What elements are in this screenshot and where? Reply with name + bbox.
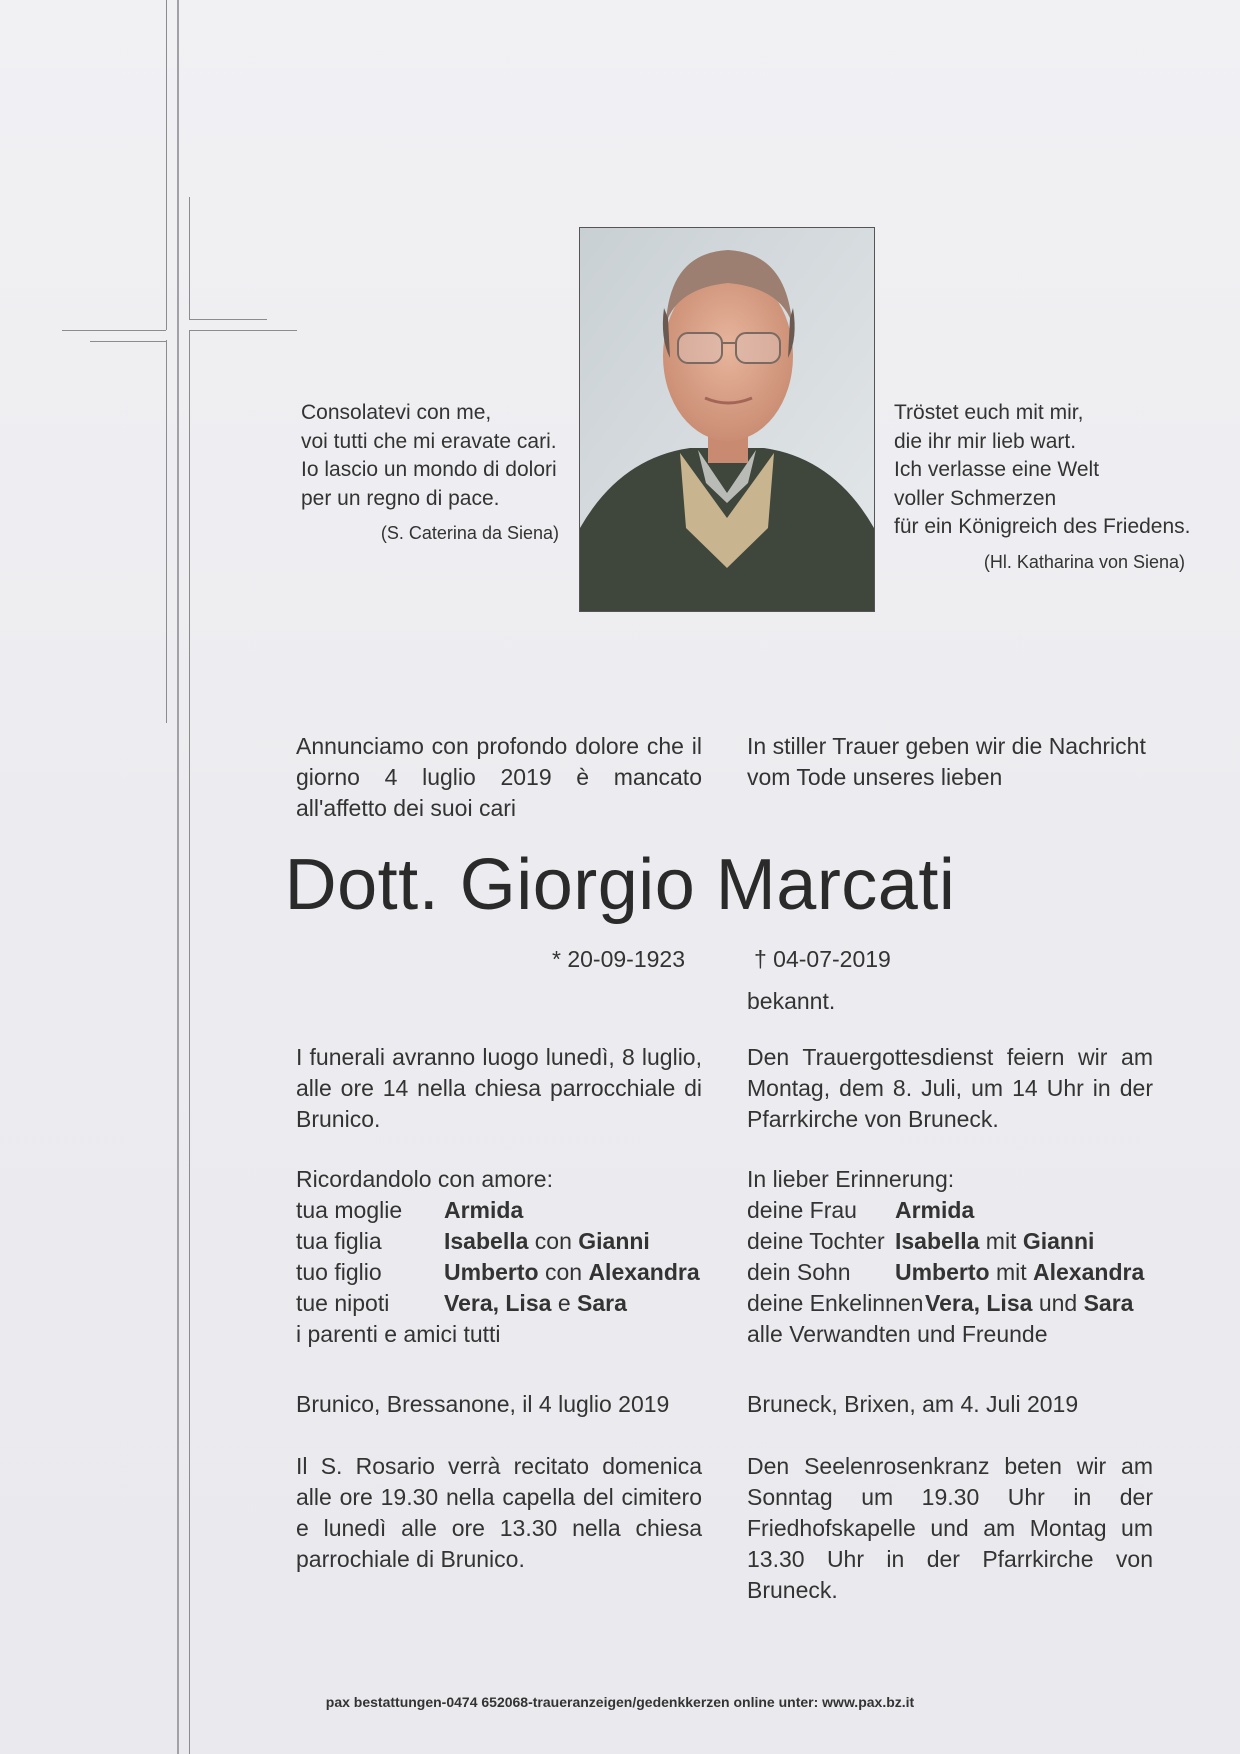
family-name: Isabella [444, 1228, 529, 1254]
family-name: Alexandra [1033, 1259, 1145, 1285]
family-row [296, 1257, 702, 1288]
quote-line: voller Schmerzen [894, 486, 1057, 510]
place-date-text: Brunico, Bressanone, il 4 luglio 2019 [296, 1391, 670, 1417]
place-date-it [296, 1389, 702, 1420]
family-joiner: und [1038, 1290, 1078, 1316]
quote-line: die ihr mir lieb wart. [894, 429, 1077, 453]
family-relation: deine Frau [747, 1197, 857, 1223]
family-name: Vera, Lisa [925, 1290, 1033, 1316]
funeral-text: I funerali avranno luogo lunedì, 8 luglio, alle ore 14 nella chiesa parrocchiale di Brunico. [296, 1044, 702, 1132]
family-closing: i parenti e amici tutti [296, 1321, 501, 1347]
quote-line: Io lascio un mondo di dolori [301, 458, 557, 481]
announcement-text: In stiller Trauer geben wir die Nachricht vom Tode unseres lieben [747, 733, 1146, 790]
family-name: Isabella [895, 1228, 980, 1254]
family-relation: deine Tochter [747, 1228, 885, 1254]
family-heading: Ricordandolo con amore: [296, 1166, 553, 1192]
family-name: Armida [444, 1197, 524, 1223]
rosary-text: Den Seelenrosenkranz beten wir am Sonntag um 19.30 Uhr in der Friedhofskapelle und am Montag um 13.30 Uhr in der Pfarrkirche von Bruneck. [747, 1453, 1153, 1603]
rosary-it [296, 1451, 702, 1575]
quote-line: für ein Königreich des Friedens. [894, 515, 1191, 538]
quote-german [894, 399, 1191, 576]
family-name: Sara [1083, 1290, 1134, 1316]
family-de [747, 1164, 1167, 1350]
family-name: Alexandra [588, 1259, 700, 1285]
family-relation: tue nipoti [296, 1290, 390, 1316]
family-relation: deine Enkelinnen [747, 1290, 924, 1316]
family-name: Armida [895, 1197, 975, 1223]
family-relation: tua figlia [296, 1228, 382, 1254]
family-row [747, 1226, 1167, 1257]
quote-line: Ich verlasse eine Welt [894, 458, 1100, 481]
family-name: Umberto [444, 1259, 539, 1285]
place-date-text: Bruneck, Brixen, am 4. Juli 2019 [747, 1391, 1079, 1417]
funeral-it [296, 1042, 702, 1135]
quote-line: voi tutti che mi eravate cari. [301, 429, 557, 453]
family-joiner: con [534, 1228, 572, 1254]
family-joiner: e [557, 1290, 571, 1316]
family-it [296, 1164, 702, 1350]
family-name: Umberto [895, 1259, 990, 1285]
footer-contact: pax bestattungen-0474 652068-traueranzeigen/gedenkkerzen online unter: www.pax.bz.it [325, 1694, 915, 1710]
family-name: Gianni [578, 1228, 650, 1254]
announcement-de-suffix [747, 986, 1153, 1017]
family-joiner: mit [995, 1259, 1027, 1285]
family-row [747, 1288, 1167, 1319]
portrait-photo [579, 227, 875, 612]
quote-source: (Hl. Katharina von Siena) [983, 551, 1185, 572]
deceased-name: Dott. Giorgio Marcati [284, 845, 956, 925]
family-row [296, 1195, 702, 1226]
family-heading: In lieber Erinnerung: [747, 1166, 955, 1192]
family-name: Sara [577, 1290, 627, 1316]
quote-italian [301, 399, 559, 548]
family-row [747, 1195, 1167, 1226]
rosary-de [747, 1451, 1153, 1606]
announcement-suffix: bekannt. [747, 988, 836, 1014]
quote-line: Tröstet euch mit mir, [894, 401, 1084, 424]
family-name: Vera, Lisa [444, 1290, 552, 1316]
quote-line: Consolatevi con me, [301, 401, 492, 424]
announcement-it [296, 731, 702, 824]
quote-source: (S. Caterina da Siena) [380, 523, 559, 543]
family-joiner: mit [985, 1228, 1017, 1254]
place-date-de [747, 1389, 1153, 1420]
family-relation: tuo figlio [296, 1259, 382, 1285]
death-date: † 04-07-2019 [754, 946, 891, 972]
funeral-text: Den Trauergottesdienst feiern wir am Montag, dem 8. Juli, um 14 Uhr in der Pfarrkirche von Bruneck. [747, 1044, 1153, 1132]
portrait-image [580, 228, 874, 611]
family-joiner: con [544, 1259, 583, 1285]
funeral-de [747, 1042, 1153, 1135]
family-relation: dein Sohn [747, 1259, 851, 1285]
quote-line: per un regno di pace. [301, 486, 500, 510]
family-row [296, 1226, 702, 1257]
announcement-text: Annunciamo con profondo dolore che il giorno 4 luglio 2019 è mancato all'affetto dei suoi cari [296, 733, 702, 821]
announcement-de [747, 731, 1153, 793]
family-row [296, 1288, 702, 1319]
birth-date: * 20-09-1923 [552, 946, 685, 972]
family-row [747, 1257, 1167, 1288]
family-relation: tua moglie [296, 1197, 403, 1223]
rosary-text: Il S. Rosario verrà recitato domenica alle ore 19.30 nella capella del cimitero e lunedì alle ore 13.30 nella chiesa parrochiale di Brunico. [296, 1453, 702, 1572]
family-closing: alle Verwandten und Freunde [747, 1321, 1048, 1347]
family-name: Gianni [1022, 1228, 1095, 1254]
